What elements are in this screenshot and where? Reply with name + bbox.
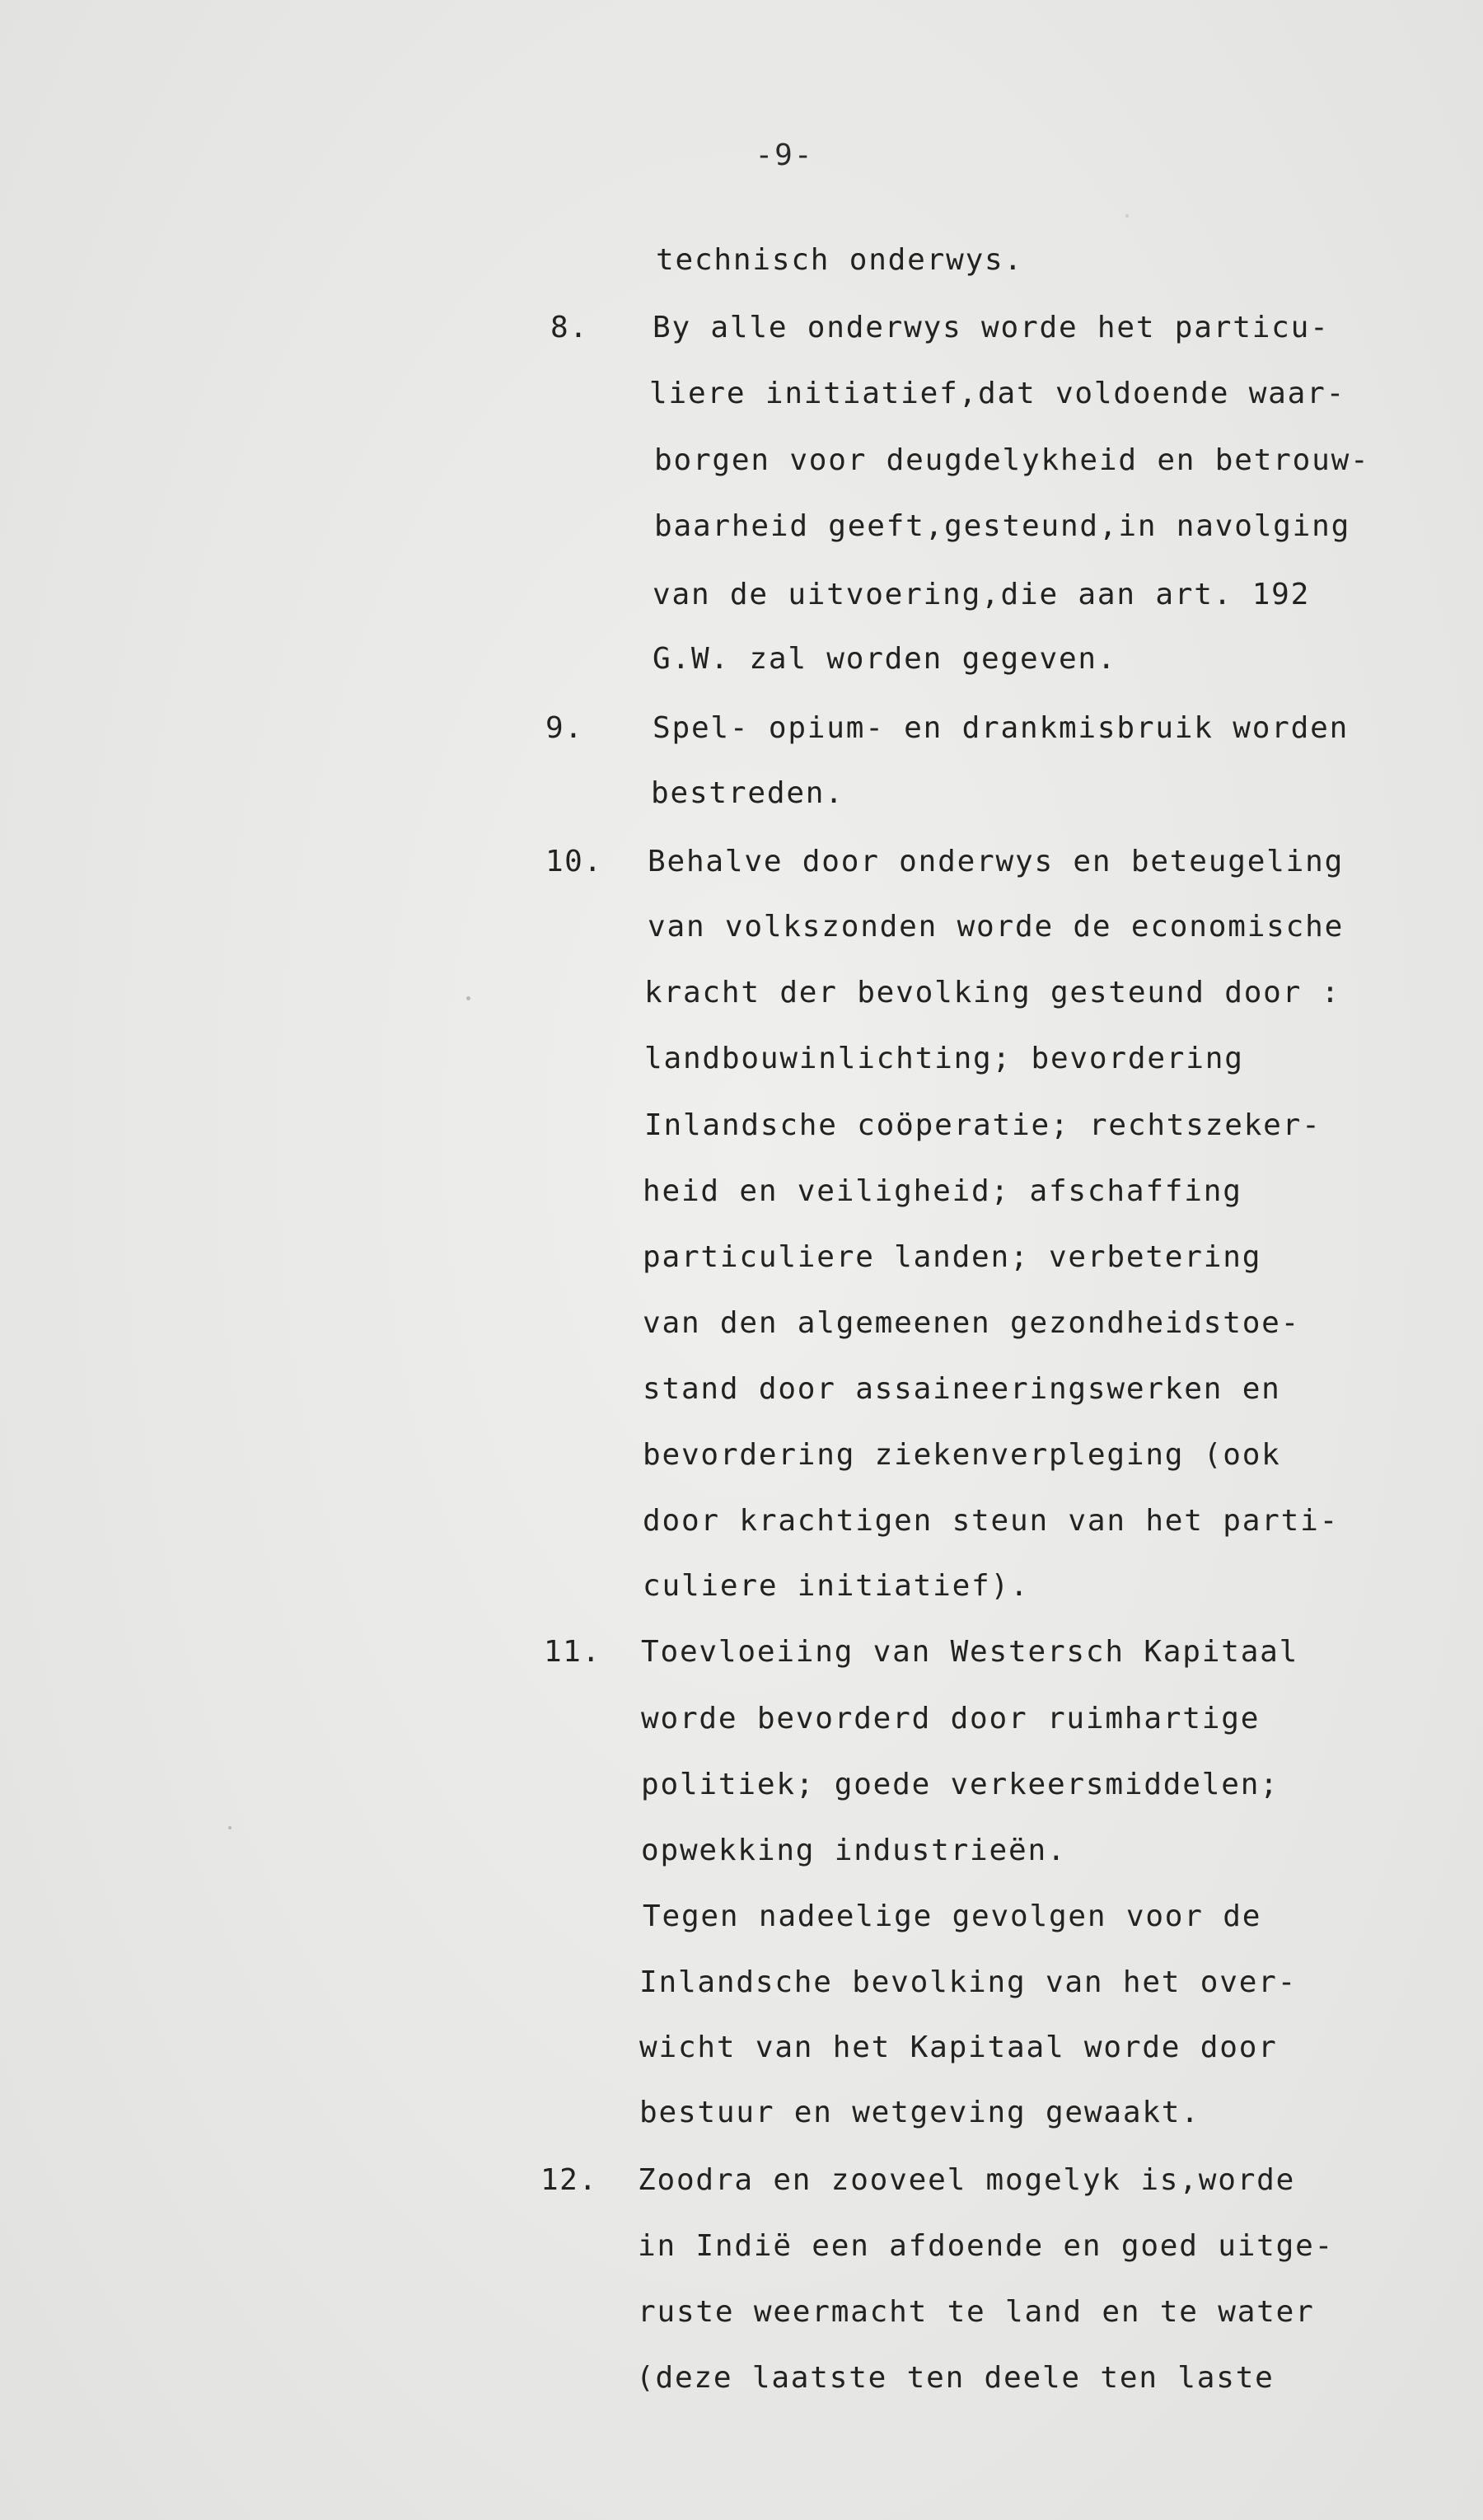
text-line: opwekking industrieën. [641,1834,1067,1867]
text-line: technisch onderwys. [656,243,1024,277]
text-line: culiere initiatief). [643,1569,1030,1603]
text-line: Behalve door onderwys en beteugeling [648,845,1345,878]
text-line: liere initiatief,dat voldoende waar- [649,377,1346,410]
text-line: door krachtigen steun van het parti- [643,1504,1340,1538]
text-line: politiek; goede verkeersmiddelen; [641,1768,1279,1801]
text-line: Inlandsche coöperatie; rechtszeker- [644,1108,1322,1142]
text-line: wicht van het Kapitaal worde door [639,2031,1278,2064]
text-line: heid en veiligheid; afschaffing [643,1174,1242,1208]
text-line: in Indië een afdoende en goed uitge- [638,2229,1335,2263]
text-line: van volkszonden worde de economische [648,910,1345,944]
text-line: particuliere landen; verbetering [643,1240,1262,1274]
text-line: bevordering ziekenverpleging (ook [643,1438,1281,1472]
text-line: Zoodra en zooveel mogelyk is,worde [638,2163,1296,2197]
text-line: By alle onderwys worde het particu- [653,311,1330,344]
paper-speck [1125,214,1129,218]
text-line: stand door assaineeringswerken en [643,1372,1281,1406]
text-line: bestreden. [651,776,844,810]
text-line: bestuur en wetgeving gewaakt. [639,2096,1200,2129]
text-line: Inlandsche bevolking van het over- [639,1965,1298,1999]
text-line: landbouwinlichting; bevordering [644,1042,1244,1075]
item-number: 9. [545,711,584,745]
text-line: kracht der bevolking gesteund door : [644,976,1341,1009]
text-line: ruste weermacht te land en te water [638,2295,1315,2329]
item-number: 12. [540,2163,598,2197]
text-line: Tegen nadeelige gevolgen voor de [643,1899,1262,1933]
text-line: van den algemeenen gezondheidstoe- [643,1306,1301,1340]
text-line: (deze laatste ten deele ten laste [636,2361,1275,2395]
page-number: -9- [755,138,814,172]
text-line: G.W. zal worden gegeven. [653,642,1117,676]
item-number: 8. [550,311,589,344]
item-number: 10. [545,845,603,878]
item-number: 11. [544,1635,601,1669]
text-line: baarheid geeft,gesteund,in navolging [654,509,1351,543]
paper-speck [466,996,470,1000]
text-line: borgen voor deugdelykheid en betrouw- [654,443,1370,477]
text-line: Spel- opium- en drankmisbruik worden [653,711,1350,745]
text-line: van de uitvoering,die aan art. 192 [653,578,1311,611]
text-line: Toevloeiing van Westersch Kapitaal [641,1635,1299,1669]
text-line: worde bevorderd door ruimhartige [641,1702,1261,1735]
paper-speck [228,1826,232,1829]
